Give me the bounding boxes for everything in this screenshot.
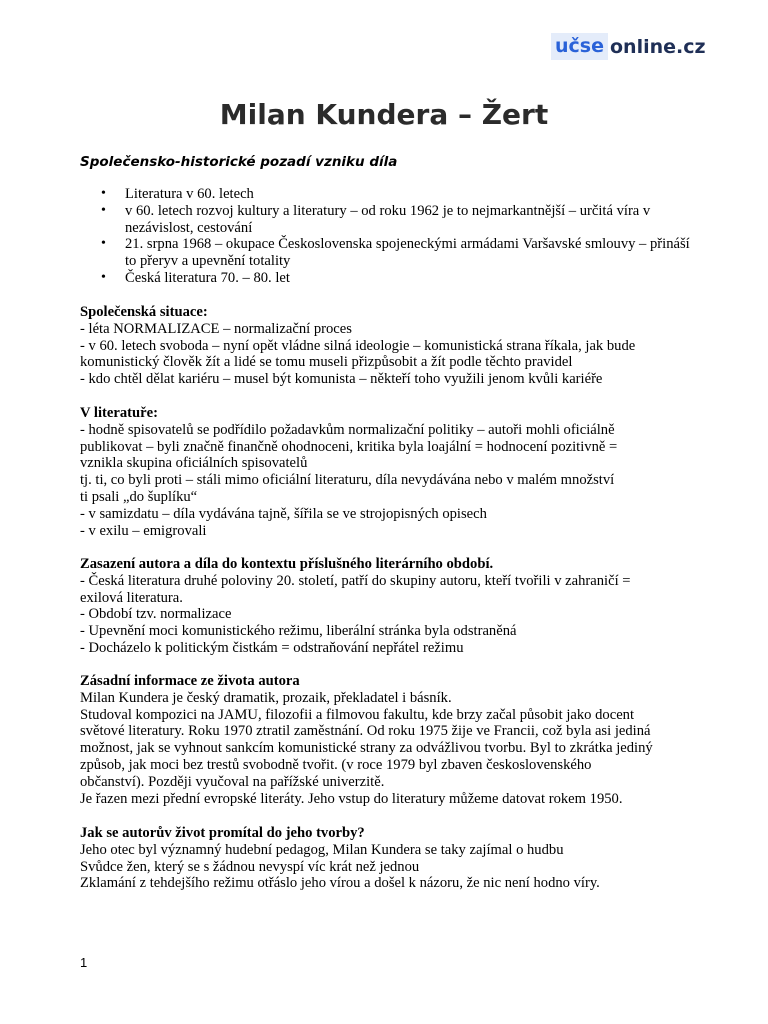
bullet-icon: • bbox=[101, 236, 106, 252]
bullet-list bbox=[80, 186, 700, 287]
bullet-item: • Literatura v 60. letech bbox=[101, 186, 254, 202]
section-zivot-a-tvorba bbox=[80, 825, 700, 892]
page-number: 1 bbox=[80, 955, 88, 970]
section-line: vznikla skupina oficiálních spisovatelů bbox=[80, 455, 308, 472]
logo-part-ucse: učse bbox=[551, 33, 608, 60]
section-line: - Česká literatura druhé poloviny 20. století, patří do skupiny autoru, kteří tvořili v zahraničí = bbox=[80, 572, 631, 589]
section-line: komunistický člověk žít a lidé se tomu museli přizpůsobit a žít podle těchto pravidel bbox=[80, 354, 573, 371]
section-line: - léta NORMALIZACE – normalizační proces bbox=[80, 320, 352, 337]
site-logo[interactable] bbox=[551, 33, 706, 60]
section-zasazeni-autora bbox=[80, 556, 700, 657]
section-line: - v 60. letech svoboda – nyní opět vládne silná ideologie – komunistická strana říkala, jak bude bbox=[80, 337, 636, 354]
bullet-item: • Česká literatura 70. – 80. let bbox=[101, 269, 290, 286]
section-heading: Zasazení autora a díla do kontextu příslušného literárního období. bbox=[80, 556, 494, 572]
section-line: ti psali „do šuplíku“ bbox=[80, 488, 198, 505]
bullet-item: • v 60. letech rozvoj kultury a literatury – od roku 1962 je to nejmarkantnější – určitá víra v nezávislost, cestování bbox=[101, 202, 651, 236]
section-line: Je řazen mezi přední evropské literáty. Jeho vstup do literatury můžeme datovat rokem 1950. bbox=[80, 790, 623, 807]
section-line: Jeho otec byl významný hudební pedagog, Milan Kundera se taky zajímal o hudbu bbox=[80, 841, 564, 858]
document-subtitle: Společensko-historické pozadí vzniku díla bbox=[80, 154, 398, 170]
logo-part-online: online.cz bbox=[609, 35, 706, 58]
document-title: Milan Kundera – Žert bbox=[219, 98, 549, 131]
section-line: tj. ti, co byli proti – stáli mimo oficiální literaturu, díla nevydávána nebo v malém množství bbox=[80, 472, 615, 489]
section-heading: V literatuře: bbox=[80, 405, 158, 421]
section-heading: Jak se autorův život promítal do jeho tvorby? bbox=[80, 825, 365, 841]
section-line: publikovat – byli značně finančně ohodnoceni, kritika byla loajální = hodnocení pozitivně = bbox=[80, 438, 618, 455]
bullet-icon: • bbox=[101, 202, 106, 218]
section-line: Milan Kundera je český dramatik, prozaik, překladatel i básník. bbox=[80, 689, 452, 706]
section-line: Studoval kompozici na JAMU, filozofii a filmovou fakultu, kde brzy začal působit jako docent bbox=[80, 706, 635, 723]
section-spolecenska-situace bbox=[80, 304, 700, 388]
section-line: - kdo chtěl dělat kariéru – musel být komunista – někteří toho využili jenom kvůli kariéře bbox=[80, 371, 603, 388]
section-heading: Společenská situace: bbox=[80, 304, 208, 320]
section-line: exilová literatura. bbox=[80, 589, 183, 606]
bullet-item: • 21. srpna 1968 – okupace Československa spojeneckými armádami Varšavské smlouvy – přináší to přeryv a upevnění totality bbox=[101, 236, 690, 270]
section-line: možnost, jak se vyhnout sankcím komunistické strany za odvážlivou tvorbu. Byl to zkrátka jediný bbox=[80, 740, 653, 757]
bullet-icon: • bbox=[101, 186, 106, 201]
section-line: - v exilu – emigrovali bbox=[80, 522, 207, 539]
section-line: - Docházelo k politickým čistkám = odstraňování nepřátel režimu bbox=[80, 639, 464, 656]
section-line: - Období tzv. normalizace bbox=[80, 606, 232, 623]
section-line: způsob, jak moci bez trestů svobodně tvořit. (v roce 1979 byl zbaven československého bbox=[80, 756, 592, 773]
section-line: - hodně spisovatelů se podřídilo požadavkům normalizační politiky – autoři mohli oficiálně bbox=[80, 421, 615, 438]
section-line: občanství). Později vyučoval na pařížské univerzitě. bbox=[80, 773, 385, 790]
section-heading: Zásadní informace ze života autora bbox=[80, 673, 300, 689]
section-line: - Upevnění moci komunistického režimu, liberální stránka byla odstraněná bbox=[80, 623, 517, 640]
section-zivot-autora bbox=[80, 673, 700, 807]
section-line: světové literatury. Roku 1970 ztratil zaměstnání. Od roku 1975 žije ve Francii, což byla asi jediná bbox=[80, 723, 651, 740]
section-line: Zklamání z tehdejšího režimu otřáslo jeho vírou a došel k názoru, že nic není hodno víry. bbox=[80, 875, 600, 892]
bullet-icon: • bbox=[101, 269, 106, 285]
section-line: Svůdce žen, který se s žádnou nevyspí víc krát než jednou bbox=[80, 858, 420, 875]
section-line: - v samizdatu – díla vydávána tajně, šířila se ve strojopisných opisech bbox=[80, 505, 487, 522]
section-v-literature bbox=[80, 405, 700, 539]
